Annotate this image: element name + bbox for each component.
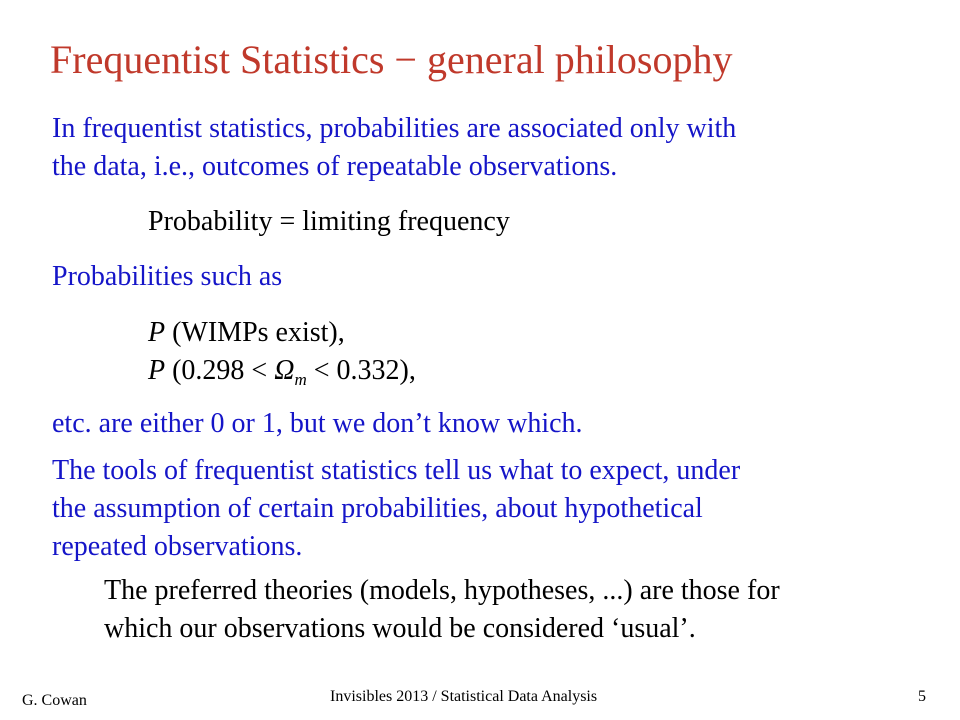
example-omega-suffix: < 0.332), — [306, 355, 416, 386]
examples-intro: Probabilities such as — [52, 261, 283, 292]
preferred-line-1: The preferred theories (models, hypotheses, ...) are those for — [104, 575, 780, 606]
either-line: etc. are either 0 or 1, but we don’t know which. — [52, 408, 583, 439]
intro-line-1: In frequentist statistics, probabilities are associated only with — [52, 113, 737, 144]
preferred-line-2: which our observations would be considered ‘usual’. — [104, 613, 696, 644]
definition-line: Probability = limiting frequency — [148, 206, 510, 237]
footer-author: G. Cowan — [22, 692, 87, 709]
footer-page-number: 5 — [918, 688, 926, 705]
omega-subscript: m — [294, 370, 307, 389]
slide-title: Frequentist Statistics − general philosophy — [50, 37, 733, 82]
example-wimps — [148, 314, 416, 352]
examples-block — [148, 314, 416, 390]
example-omega-prefix: (0.298 < — [165, 355, 275, 386]
tools-line-1: The tools of frequentist statistics tell us what to expect, under — [52, 455, 741, 486]
intro-line-2: the data, i.e., outcomes of repeatable observations. — [52, 151, 618, 182]
footer-event: Invisibles 2013 / Statistical Data Analysis — [330, 688, 598, 705]
example-omega — [148, 352, 416, 390]
prob-symbol: P — [148, 355, 166, 386]
intro-paragraph — [52, 110, 736, 186]
example-wimps-text: (WIMPs exist), — [165, 317, 345, 348]
preferred-paragraph — [104, 572, 780, 648]
omega-symbol: Ω — [274, 355, 295, 386]
tools-line-2: the assumption of certain probabilities, about hypothetical — [52, 493, 703, 524]
prob-symbol: P — [148, 317, 166, 348]
tools-line-3: repeated observations. — [52, 531, 303, 562]
tools-paragraph — [52, 452, 740, 566]
